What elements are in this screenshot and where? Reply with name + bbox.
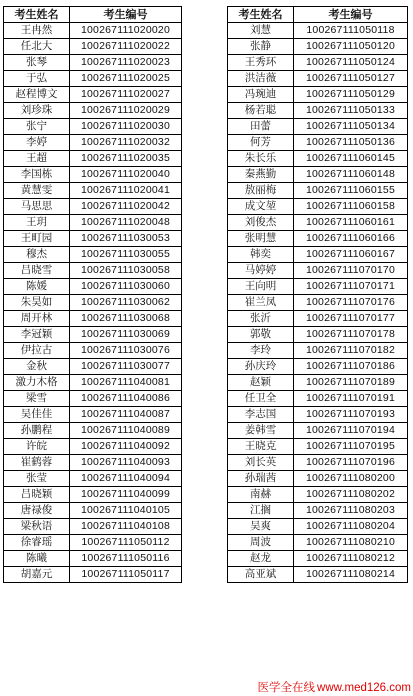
table-row (228, 359, 408, 375)
candidate-id-cell: 100267111040087 (70, 407, 182, 423)
candidate-id-cell: 100267111030055 (70, 247, 182, 263)
candidate-id-cell: 100267111050129 (294, 87, 408, 103)
candidate-id-cell: 100267111050124 (294, 55, 408, 71)
candidate-name-cell: 敖丽梅 (228, 183, 294, 199)
site-name: 医学全在线 (257, 680, 316, 694)
candidate-id-cell: 100267111020048 (70, 215, 182, 231)
table-row (228, 455, 408, 471)
table-row (228, 535, 408, 551)
candidate-id-cell: 100267111020032 (70, 135, 182, 151)
candidate-id-cell: 100267111040105 (70, 503, 182, 519)
candidate-name-cell: 姜韩雪 (228, 423, 294, 439)
table-row (4, 455, 182, 471)
candidate-id-cell: 100267111060155 (294, 183, 408, 199)
table-row (4, 247, 182, 263)
table-row (228, 71, 408, 87)
candidate-id-cell: 100267111020040 (70, 167, 182, 183)
id-column-header: 考生编号 (70, 7, 182, 23)
candidate-name-cell: 周波 (228, 535, 294, 551)
candidate-name-cell: 王超 (4, 151, 70, 167)
candidate-name-cell: 王向明 (228, 279, 294, 295)
table-row (4, 87, 182, 103)
table-row (4, 183, 182, 199)
candidate-name-cell: 高亚斌 (228, 567, 294, 583)
candidate-id-cell: 100267111070176 (294, 295, 408, 311)
candidate-name-cell: 冯琬迪 (228, 87, 294, 103)
candidate-id-cell: 100267111020030 (70, 119, 182, 135)
candidate-id-cell: 100267111080200 (294, 471, 408, 487)
candidate-id-cell: 100267111050118 (294, 23, 408, 39)
table-row (228, 23, 408, 39)
candidate-id-cell: 100267111080202 (294, 487, 408, 503)
name-column-header: 考生姓名 (228, 7, 294, 23)
candidate-id-cell: 100267111020035 (70, 151, 182, 167)
table-row (228, 263, 408, 279)
candidate-name-cell: 金秋 (4, 359, 70, 375)
candidate-id-cell: 100267111050116 (70, 551, 182, 567)
table-row (4, 215, 182, 231)
candidate-id-cell: 100267111080210 (294, 535, 408, 551)
candidate-id-cell: 100267111070194 (294, 423, 408, 439)
candidate-id-cell: 100267111080204 (294, 519, 408, 535)
table-row (4, 71, 182, 87)
candidate-name-cell: 朱昊如 (4, 295, 70, 311)
candidate-id-cell: 100267111020023 (70, 55, 182, 71)
candidate-id-cell: 100267111080212 (294, 551, 408, 567)
candidate-id-cell: 100267111070191 (294, 391, 408, 407)
candidate-name-cell: 王晓克 (228, 439, 294, 455)
candidate-name-cell: 吴佳佳 (4, 407, 70, 423)
candidate-id-cell: 100267111030076 (70, 343, 182, 359)
table-row (228, 119, 408, 135)
table-row (4, 551, 182, 567)
candidate-name-cell: 王秀环 (228, 55, 294, 71)
table-row (228, 311, 408, 327)
candidate-id-cell: 100267111060158 (294, 199, 408, 215)
candidate-name-cell: 胡嘉元 (4, 567, 70, 583)
table-row (228, 439, 408, 455)
table-row (4, 567, 182, 583)
candidate-id-cell: 100267111030062 (70, 295, 182, 311)
table-row (228, 407, 408, 423)
table-row (228, 487, 408, 503)
table-row (4, 103, 182, 119)
candidate-id-cell: 100267111070193 (294, 407, 408, 423)
candidate-name-cell: 李婷 (4, 135, 70, 151)
candidate-id-cell: 100267111020020 (70, 23, 182, 39)
candidate-id-cell: 100267111070171 (294, 279, 408, 295)
candidate-name-cell: 吕晓颖 (4, 487, 70, 503)
candidate-name-cell: 李玲 (228, 343, 294, 359)
table-row (228, 327, 408, 343)
table-row (4, 167, 182, 183)
candidate-name-cell: 唐禄俊 (4, 503, 70, 519)
candidate-name-cell: 李国栋 (4, 167, 70, 183)
candidate-id-cell: 100267111060161 (294, 215, 408, 231)
candidate-name-cell: 黄慧雯 (4, 183, 70, 199)
candidate-name-cell: 陈曦 (4, 551, 70, 567)
candidate-name-cell: 陈媛 (4, 279, 70, 295)
candidate-id-cell: 100267111040094 (70, 471, 182, 487)
candidate-name-cell: 何芳 (228, 135, 294, 151)
table-row (4, 503, 182, 519)
candidate-id-cell: 100267111030058 (70, 263, 182, 279)
candidate-name-cell: 梁雪 (4, 391, 70, 407)
candidate-name-cell: 郭敬 (228, 327, 294, 343)
table-row (4, 375, 182, 391)
candidate-id-cell: 100267111080203 (294, 503, 408, 519)
candidate-name-cell: 张琴 (4, 55, 70, 71)
candidate-id-cell: 100267111070170 (294, 263, 408, 279)
candidate-id-cell: 100267111020027 (70, 87, 182, 103)
site-url: www.med126.com (317, 682, 411, 694)
table-row (4, 23, 182, 39)
table-row (228, 55, 408, 71)
watermark-footer (258, 679, 411, 695)
table-row (228, 551, 408, 567)
table-row (228, 199, 408, 215)
table-row (4, 135, 182, 151)
table-row (4, 39, 182, 55)
table-row (4, 327, 182, 343)
header-row (228, 7, 408, 23)
table-row (4, 423, 182, 439)
table-row (228, 215, 408, 231)
candidate-name-cell: 吕晓雪 (4, 263, 70, 279)
candidate-id-cell: 100267111070189 (294, 375, 408, 391)
candidate-id-cell: 100267111060167 (294, 247, 408, 263)
table-row (4, 535, 182, 551)
candidate-name-cell: 王町园 (4, 231, 70, 247)
table-row (228, 39, 408, 55)
candidate-id-cell: 100267111020022 (70, 39, 182, 55)
table-row (4, 151, 182, 167)
candidate-id-cell: 100267111040108 (70, 519, 182, 535)
table-row (4, 119, 182, 135)
candidate-name-cell: 张沂 (228, 311, 294, 327)
candidate-name-cell: 许皖 (4, 439, 70, 455)
table-row (228, 247, 408, 263)
candidate-name-cell: 南赫 (228, 487, 294, 503)
candidate-name-cell: 孙瑞茜 (228, 471, 294, 487)
candidate-id-cell: 100267111030068 (70, 311, 182, 327)
candidate-name-cell: 崔鹤蓉 (4, 455, 70, 471)
table-row (4, 391, 182, 407)
candidate-id-cell: 100267111080214 (294, 567, 408, 583)
candidate-table-left (3, 6, 182, 583)
candidate-id-cell: 100267111050112 (70, 535, 182, 551)
candidate-name-cell: 江搁 (228, 503, 294, 519)
table-row (228, 375, 408, 391)
table-row (228, 103, 408, 119)
candidate-id-cell: 100267111040093 (70, 455, 182, 471)
candidate-id-cell: 100267111070196 (294, 455, 408, 471)
candidate-id-cell: 100267111050127 (294, 71, 408, 87)
candidate-name-cell: 梁秋语 (4, 519, 70, 535)
candidate-id-cell: 100267111050120 (294, 39, 408, 55)
candidate-name-cell: 秦燕勤 (228, 167, 294, 183)
candidate-name-cell: 赵龙 (228, 551, 294, 567)
candidate-name-cell: 张静 (228, 39, 294, 55)
candidate-name-cell: 孙鹏程 (4, 423, 70, 439)
table-row (4, 263, 182, 279)
candidate-name-cell: 激力木格 (4, 375, 70, 391)
table-row (228, 295, 408, 311)
candidate-id-cell: 100267111040089 (70, 423, 182, 439)
candidate-name-cell: 杨若聪 (228, 103, 294, 119)
candidate-name-cell: 吴爽 (228, 519, 294, 535)
table-row (228, 151, 408, 167)
table-row (228, 135, 408, 151)
candidate-id-cell: 100267111020042 (70, 199, 182, 215)
name-column-header: 考生姓名 (4, 7, 70, 23)
candidate-id-cell: 100267111050133 (294, 103, 408, 119)
candidate-id-cell: 100267111050134 (294, 119, 408, 135)
table-row (228, 503, 408, 519)
candidate-name-cell: 赵颖 (228, 375, 294, 391)
table-row (228, 183, 408, 199)
table-row (4, 279, 182, 295)
candidate-name-cell: 李志国 (228, 407, 294, 423)
candidate-id-cell: 100267111070195 (294, 439, 408, 455)
table-row (4, 471, 182, 487)
table-row (4, 231, 182, 247)
candidate-id-cell: 100267111070186 (294, 359, 408, 375)
candidate-id-cell: 100267111060145 (294, 151, 408, 167)
candidate-name-cell: 张莹 (4, 471, 70, 487)
candidate-name-cell: 李冠颖 (4, 327, 70, 343)
table-row (4, 519, 182, 535)
candidate-id-cell: 100267111040086 (70, 391, 182, 407)
candidate-id-cell: 100267111030077 (70, 359, 182, 375)
candidate-id-cell: 100267111050117 (70, 567, 182, 583)
table-row (228, 519, 408, 535)
table-row (4, 359, 182, 375)
candidate-name-cell: 张明慧 (228, 231, 294, 247)
candidate-name-cell: 孙庆玲 (228, 359, 294, 375)
candidate-name-cell: 伊拉古 (4, 343, 70, 359)
table-row (228, 567, 408, 583)
candidate-name-cell: 刘珍珠 (4, 103, 70, 119)
candidate-name-cell: 刘俊杰 (228, 215, 294, 231)
candidate-id-cell: 100267111070182 (294, 343, 408, 359)
candidate-id-cell: 100267111040099 (70, 487, 182, 503)
candidate-id-cell: 100267111030053 (70, 231, 182, 247)
table-row (228, 391, 408, 407)
header-row (4, 7, 182, 23)
candidate-id-cell: 100267111060166 (294, 231, 408, 247)
candidate-name-cell: 成文堃 (228, 199, 294, 215)
candidate-id-cell: 100267111020025 (70, 71, 182, 87)
candidate-name-cell: 刘长英 (228, 455, 294, 471)
table-row (4, 295, 182, 311)
candidate-name-cell: 王玥 (4, 215, 70, 231)
candidate-id-cell: 100267111040092 (70, 439, 182, 455)
candidate-name-cell: 任北大 (4, 39, 70, 55)
candidate-id-cell: 100267111070177 (294, 311, 408, 327)
table-row (4, 343, 182, 359)
candidate-name-cell: 刘慧 (228, 23, 294, 39)
candidate-id-cell: 100267111030060 (70, 279, 182, 295)
candidate-id-cell: 100267111060148 (294, 167, 408, 183)
candidate-name-cell: 马婷婷 (228, 263, 294, 279)
candidate-name-cell: 马思思 (4, 199, 70, 215)
candidate-name-cell: 张宁 (4, 119, 70, 135)
table-row (228, 167, 408, 183)
table-row (4, 487, 182, 503)
table-row (228, 471, 408, 487)
candidate-name-cell: 赵程博文 (4, 87, 70, 103)
table-row (228, 87, 408, 103)
id-column-header: 考生编号 (294, 7, 408, 23)
table-row (4, 199, 182, 215)
candidate-name-cell: 穆杰 (4, 247, 70, 263)
candidate-id-cell: 100267111050136 (294, 135, 408, 151)
candidate-id-cell: 100267111020029 (70, 103, 182, 119)
candidate-name-cell: 王冉然 (4, 23, 70, 39)
table-row (4, 407, 182, 423)
table-row (228, 231, 408, 247)
candidate-name-cell: 韩奕 (228, 247, 294, 263)
candidate-id-cell: 100267111070178 (294, 327, 408, 343)
candidate-name-cell: 徐睿瑶 (4, 535, 70, 551)
candidate-name-cell: 崔兰凤 (228, 295, 294, 311)
candidate-name-cell: 朱长乐 (228, 151, 294, 167)
candidate-id-cell: 100267111020041 (70, 183, 182, 199)
table-row (4, 311, 182, 327)
table-row (228, 423, 408, 439)
candidate-name-cell: 洪洁薇 (228, 71, 294, 87)
table-row (228, 343, 408, 359)
candidate-name-cell: 于弘 (4, 71, 70, 87)
candidate-name-cell: 周开林 (4, 311, 70, 327)
candidate-id-cell: 100267111040081 (70, 375, 182, 391)
table-row (4, 55, 182, 71)
candidate-name-cell: 任卫全 (228, 391, 294, 407)
table-row (4, 439, 182, 455)
candidate-table-right (227, 6, 408, 583)
candidate-name-cell: 田蕾 (228, 119, 294, 135)
table-row (228, 279, 408, 295)
candidate-id-cell: 100267111030069 (70, 327, 182, 343)
